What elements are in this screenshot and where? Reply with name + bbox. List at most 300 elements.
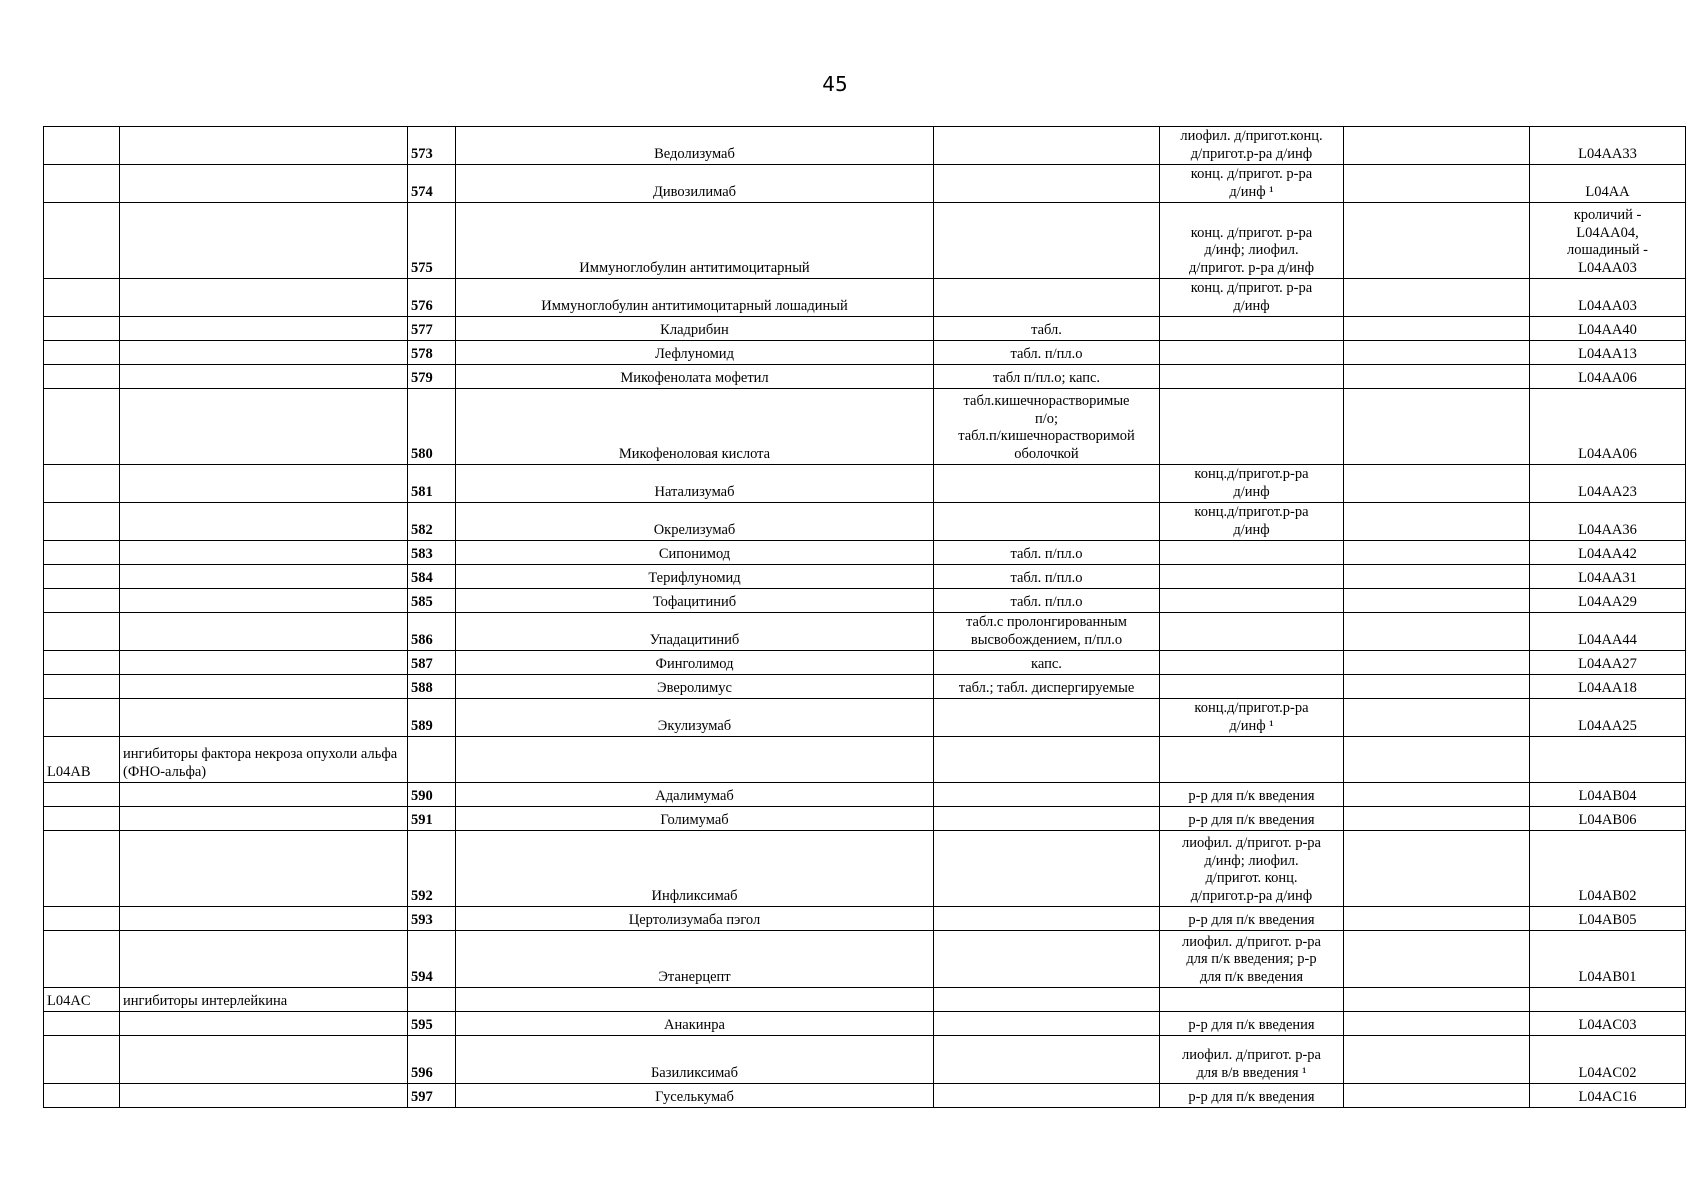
atc-code-cell (44, 127, 120, 165)
injection-form-cell (1160, 541, 1344, 565)
injection-form-cell (1160, 165, 1344, 203)
cell-text: Этанерцепт (658, 968, 731, 985)
cell-line: высвобождением, п/пл.о (970, 631, 1123, 648)
cell-line: р-р для п/к введения (1188, 911, 1315, 928)
oral-form-cell (934, 651, 1160, 675)
atc-code-cell (44, 465, 120, 503)
table-row (44, 389, 1686, 465)
drug-name-cell (456, 317, 934, 341)
other-form-cell (1344, 589, 1530, 613)
atc-code-cell (44, 1036, 120, 1084)
group-name-cell (120, 541, 408, 565)
injection-form-cell (1160, 831, 1344, 907)
other-form-cell (1344, 1084, 1530, 1108)
item-number-cell (408, 651, 456, 675)
atc-full-code-cell (1530, 737, 1686, 783)
drug-name-cell (456, 341, 934, 365)
other-form-cell (1344, 651, 1530, 675)
item-number-cell (408, 675, 456, 699)
cell-line: L04AB02 (1578, 887, 1637, 904)
drug-name-cell (456, 1012, 934, 1036)
cell-text: 591 (411, 811, 433, 828)
table-row (44, 279, 1686, 317)
drug-name-cell (456, 831, 934, 907)
group-name-cell (120, 1036, 408, 1084)
cell-line: кроличий - (1573, 207, 1642, 223)
atc-code-cell (44, 907, 120, 931)
injection-form-cell (1160, 589, 1344, 613)
oral-form-cell (934, 165, 1160, 203)
injection-form-cell (1160, 807, 1344, 831)
injection-form-cell (1160, 783, 1344, 807)
cell-text: L04AB (47, 763, 91, 780)
atc-full-code-cell (1530, 317, 1686, 341)
cell-text: 573 (411, 145, 433, 162)
group-name-cell (120, 807, 408, 831)
group-name-cell (120, 279, 408, 317)
cell-line: д/пригот.р-ра д/инф (1190, 145, 1313, 162)
oral-form-cell (934, 807, 1160, 831)
other-form-cell (1344, 341, 1530, 365)
cell-line: L04AA03 (1578, 259, 1637, 276)
injection-form-cell (1160, 389, 1344, 465)
item-number-cell (408, 503, 456, 541)
group-name-cell (120, 165, 408, 203)
other-form-cell (1344, 565, 1530, 589)
cell-text: 596 (411, 1064, 433, 1081)
atc-full-code-cell (1530, 988, 1686, 1012)
cell-line: L04AA42 (1578, 545, 1637, 562)
other-form-cell (1344, 465, 1530, 503)
item-number-cell (408, 699, 456, 737)
oral-form-cell (934, 988, 1160, 1012)
cell-text: Инфликсимаб (651, 887, 738, 904)
cell-text: 592 (411, 887, 433, 904)
cell-text: Натализумаб (654, 483, 735, 500)
atc-full-code-cell (1530, 1036, 1686, 1084)
table-row (44, 127, 1686, 165)
cell-text: 590 (411, 787, 433, 804)
cell-line: L04AA27 (1578, 655, 1637, 672)
table-row (44, 1036, 1686, 1084)
group-name-cell (120, 675, 408, 699)
injection-form-cell (1160, 907, 1344, 931)
oral-form-cell (934, 465, 1160, 503)
group-name-cell (120, 651, 408, 675)
item-number-cell (408, 831, 456, 907)
injection-form-cell (1160, 203, 1344, 279)
group-name-cell (120, 831, 408, 907)
item-number-cell (408, 317, 456, 341)
cell-line: L04AA25 (1578, 717, 1637, 734)
cell-line: L04AC16 (1578, 1088, 1637, 1105)
atc-code-cell (44, 589, 120, 613)
cell-text: 593 (411, 911, 433, 928)
drug-name-cell (456, 699, 934, 737)
cell-line: L04AA33 (1578, 145, 1637, 162)
cell-line: р-р для п/к введения (1188, 787, 1315, 804)
oral-form-cell (934, 783, 1160, 807)
cell-text: L04AC (47, 992, 91, 1009)
atc-full-code-cell (1530, 907, 1686, 931)
item-number-cell (408, 465, 456, 503)
table-row (44, 737, 1686, 783)
cell-line: п/о; (1034, 410, 1059, 427)
cell-text: 586 (411, 631, 433, 648)
group-name-cell (120, 699, 408, 737)
atc-code-cell (44, 389, 120, 465)
drug-name-cell (456, 783, 934, 807)
other-form-cell (1344, 737, 1530, 783)
drug-name-cell (456, 807, 934, 831)
table-row (44, 831, 1686, 907)
group-name-cell (120, 931, 408, 988)
cell-text: 587 (411, 655, 433, 672)
cell-text: Микофеноловая кислота (618, 445, 771, 462)
group-name-cell (120, 988, 408, 1012)
table-row (44, 341, 1686, 365)
other-form-cell (1344, 675, 1530, 699)
atc-code-cell (44, 203, 120, 279)
atc-full-code-cell (1530, 589, 1686, 613)
drug-name-cell (456, 589, 934, 613)
injection-form-cell (1160, 651, 1344, 675)
cell-text: Дивозилимаб (652, 183, 737, 200)
cell-line: L04AA13 (1578, 345, 1637, 362)
atc-code-cell (44, 675, 120, 699)
injection-form-cell (1160, 613, 1344, 651)
cell-line: L04AC03 (1578, 1016, 1637, 1033)
group-name-cell (120, 783, 408, 807)
oral-form-cell (934, 365, 1160, 389)
table-row (44, 699, 1686, 737)
cell-line: L04AA23 (1578, 483, 1637, 500)
atc-code-cell (44, 165, 120, 203)
injection-form-cell (1160, 1012, 1344, 1036)
drug-name-cell (456, 565, 934, 589)
drug-name-cell (456, 613, 934, 651)
cell-line: д/пригот. р-ра д/инф (1188, 259, 1315, 276)
item-number-cell (408, 365, 456, 389)
oral-form-cell (934, 541, 1160, 565)
cell-text: 575 (411, 259, 433, 276)
other-form-cell (1344, 1012, 1530, 1036)
atc-code-cell (44, 541, 120, 565)
atc-full-code-cell (1530, 807, 1686, 831)
oral-form-cell (934, 503, 1160, 541)
cell-line: д/инф; лиофил. (1204, 852, 1299, 869)
cell-text: Эверолимус (657, 679, 732, 696)
cell-text: 584 (411, 569, 433, 586)
item-number-cell (408, 907, 456, 931)
item-number-cell (408, 165, 456, 203)
table-row (44, 465, 1686, 503)
cell-line: табл.; табл. диспергируемые (958, 679, 1135, 696)
cell-line: табл. п/пл.о (1010, 569, 1083, 586)
atc-full-code-cell (1530, 699, 1686, 737)
table-row (44, 651, 1686, 675)
cell-line: конц. д/пригот. р-ра (1190, 280, 1313, 296)
drug-name-cell (456, 541, 934, 565)
cell-line: капс. (1031, 655, 1062, 672)
cell-line: р-р для п/к введения (1188, 811, 1315, 828)
other-form-cell (1344, 165, 1530, 203)
cell-line: L04AB06 (1578, 811, 1637, 828)
group-name-cell (120, 565, 408, 589)
cell-line: табл.п/кишечнорастворимой (958, 428, 1135, 444)
table-row (44, 1012, 1686, 1036)
atc-full-code-cell (1530, 931, 1686, 988)
drug-name-cell (456, 503, 934, 541)
injection-form-cell (1160, 565, 1344, 589)
cell-line: табл.кишечнорастворимые (963, 393, 1130, 409)
cell-line: L04AA03 (1578, 297, 1637, 314)
item-number-cell (408, 783, 456, 807)
cell-text: Тофацитиниб (652, 593, 737, 610)
item-number-cell (408, 988, 456, 1012)
cell-text: Цертолизумаба пэгол (628, 911, 761, 928)
other-form-cell (1344, 203, 1530, 279)
cell-text: 581 (411, 483, 433, 500)
cell-text: Экулизумаб (657, 717, 732, 734)
cell-line: д/пригот.р-ра д/инф (1190, 887, 1313, 904)
cell-line: конц. д/пригот. р-ра (1190, 224, 1313, 241)
cell-text: Анакинра (664, 1016, 725, 1033)
atc-code-cell (44, 365, 120, 389)
cell-text: 576 (411, 297, 433, 314)
group-name-cell (120, 1012, 408, 1036)
cell-line: L04AA06 (1578, 369, 1637, 386)
injection-form-cell (1160, 279, 1344, 317)
cell-text: Микофенолата мофетил (620, 369, 769, 386)
atc-code-cell (44, 565, 120, 589)
atc-code-cell (44, 1012, 120, 1036)
cell-line: L04AA (1585, 183, 1630, 200)
cell-line: L04AA18 (1578, 679, 1637, 696)
cell-line: д/инф (1233, 521, 1270, 538)
table-row (44, 907, 1686, 931)
cell-line: табл. п/пл.о (1010, 593, 1083, 610)
group-name-cell (120, 613, 408, 651)
group-name-cell (120, 365, 408, 389)
other-form-cell (1344, 613, 1530, 651)
cell-text: 578 (411, 345, 433, 362)
group-name-cell (120, 341, 408, 365)
drug-name-cell (456, 465, 934, 503)
cell-line: д/инф; лиофил. (1204, 242, 1299, 258)
cell-line: L04AA04, (1576, 224, 1639, 241)
oral-form-cell (934, 699, 1160, 737)
cell-line: для в/в введения ¹ (1196, 1064, 1307, 1081)
cell-line: лошадиный - (1567, 242, 1648, 258)
cell-line: табл. (1031, 321, 1062, 338)
table-row (44, 931, 1686, 988)
group-name-cell (120, 1084, 408, 1108)
injection-form-cell (1160, 503, 1344, 541)
oral-form-cell (934, 931, 1160, 988)
other-form-cell (1344, 907, 1530, 931)
table-row (44, 365, 1686, 389)
item-number-cell (408, 613, 456, 651)
oral-form-cell (934, 279, 1160, 317)
cell-line: лиофил. д/пригот. р-ра (1182, 933, 1321, 950)
atc-full-code-cell (1530, 465, 1686, 503)
atc-full-code-cell (1530, 651, 1686, 675)
atc-full-code-cell (1530, 279, 1686, 317)
cell-line: д/пригот. конц. (1205, 870, 1298, 886)
item-number-cell (408, 737, 456, 783)
oral-form-cell (934, 1012, 1160, 1036)
cell-line: табл п/пл.о; капс. (992, 369, 1101, 386)
cell-line: L04AC02 (1578, 1064, 1637, 1081)
atc-full-code-cell (1530, 503, 1686, 541)
cell-text: 594 (411, 968, 433, 985)
drug-name-cell (456, 279, 934, 317)
injection-form-cell (1160, 465, 1344, 503)
page-number: 45 (822, 72, 848, 96)
cell-text: 579 (411, 369, 433, 386)
table-row (44, 165, 1686, 203)
table-row (44, 203, 1686, 279)
cell-line: табл.с пролонгированным (966, 614, 1127, 630)
atc-code-cell (44, 317, 120, 341)
cell-text: 597 (411, 1088, 433, 1105)
group-name-cell (120, 203, 408, 279)
injection-form-cell (1160, 127, 1344, 165)
table-row (44, 317, 1686, 341)
cell-line: конц. д/пригот. р-ра (1190, 166, 1313, 182)
cell-line: L04AB04 (1578, 787, 1637, 804)
cell-line: д/инф (1233, 483, 1270, 500)
item-number-cell (408, 341, 456, 365)
cell-text: Финголимод (655, 655, 734, 672)
drug-name-cell (456, 389, 934, 465)
cell-line: лиофил. д/пригот.конц. (1180, 128, 1323, 144)
cell-text: Окрелизумаб (653, 521, 736, 538)
group-name-cell (120, 317, 408, 341)
injection-form-cell (1160, 1084, 1344, 1108)
injection-form-cell (1160, 365, 1344, 389)
other-form-cell (1344, 988, 1530, 1012)
oral-form-cell (934, 589, 1160, 613)
cell-line: для п/к введения (1199, 968, 1304, 985)
drug-name-cell (456, 203, 934, 279)
oral-form-cell (934, 127, 1160, 165)
other-form-cell (1344, 503, 1530, 541)
oral-form-cell (934, 203, 1160, 279)
injection-form-cell (1160, 931, 1344, 988)
cell-line: конц.д/пригот.р-ра (1194, 504, 1309, 520)
oral-form-cell (934, 831, 1160, 907)
other-form-cell (1344, 317, 1530, 341)
atc-code-cell (44, 1084, 120, 1108)
drug-name-cell (456, 651, 934, 675)
group-name-cell (120, 737, 408, 783)
oral-form-cell (934, 389, 1160, 465)
drug-name-cell (456, 675, 934, 699)
cell-line: L04AA29 (1578, 593, 1637, 610)
drug-name-cell (456, 931, 934, 988)
cell-text: Гуселькумаб (655, 1088, 734, 1105)
oral-form-cell (934, 1036, 1160, 1084)
table-row (44, 807, 1686, 831)
group-name-cell (120, 389, 408, 465)
atc-full-code-cell (1530, 127, 1686, 165)
atc-code-cell (44, 651, 120, 675)
injection-form-cell (1160, 988, 1344, 1012)
other-form-cell (1344, 831, 1530, 907)
cell-text: 589 (411, 717, 433, 734)
other-form-cell (1344, 699, 1530, 737)
cell-line: д/инф ¹ (1229, 717, 1274, 734)
cell-line: конц.д/пригот.р-ра (1194, 466, 1309, 482)
drug-name-cell (456, 737, 934, 783)
oral-form-cell (934, 565, 1160, 589)
atc-code-cell (44, 931, 120, 988)
item-number-cell (408, 203, 456, 279)
cell-text: 583 (411, 545, 433, 562)
cell-line: лиофил. д/пригот. р-ра (1182, 1047, 1321, 1063)
oral-form-cell (934, 317, 1160, 341)
atc-full-code-cell (1530, 1084, 1686, 1108)
cell-line: L04AA36 (1578, 521, 1637, 538)
group-name-cell (120, 589, 408, 613)
cell-line: L04AB05 (1578, 911, 1637, 928)
cell-line: L04AB01 (1578, 968, 1637, 985)
cell-line: L04AA40 (1578, 321, 1637, 338)
atc-full-code-cell (1530, 831, 1686, 907)
oral-form-cell (934, 907, 1160, 931)
cell-line: д/инф ¹ (1229, 183, 1274, 200)
atc-full-code-cell (1530, 341, 1686, 365)
cell-text: Сипонимод (658, 545, 731, 562)
drug-name-cell (456, 1084, 934, 1108)
other-form-cell (1344, 783, 1530, 807)
oral-form-cell (934, 1084, 1160, 1108)
atc-code-cell (44, 699, 120, 737)
group-name-cell (120, 127, 408, 165)
atc-full-code-cell (1530, 783, 1686, 807)
atc-code-cell (44, 783, 120, 807)
atc-code-cell (44, 341, 120, 365)
cell-line: для п/к введения; р-р (1186, 951, 1317, 967)
atc-full-code-cell (1530, 165, 1686, 203)
item-number-cell (408, 279, 456, 317)
cell-text: 588 (411, 679, 433, 696)
cell-text: Голимумаб (660, 811, 729, 828)
atc-full-code-cell (1530, 365, 1686, 389)
cell-line: оболочкой (1014, 445, 1079, 462)
atc-code-cell (44, 831, 120, 907)
cell-line: лиофил. д/пригот. р-ра (1182, 835, 1321, 851)
atc-code-cell (44, 807, 120, 831)
table-body (44, 127, 1686, 1108)
other-form-cell (1344, 1036, 1530, 1084)
item-number-cell (408, 931, 456, 988)
drug-list-table (43, 126, 1686, 1108)
cell-text: Лефлуномид (655, 345, 734, 362)
item-number-cell (408, 1012, 456, 1036)
other-form-cell (1344, 365, 1530, 389)
cell-text: Иммуноглобулин антитимоцитарный (579, 259, 810, 276)
table-row (44, 675, 1686, 699)
oral-form-cell (934, 341, 1160, 365)
cell-line: табл. п/пл.о (1010, 545, 1083, 562)
injection-form-cell (1160, 317, 1344, 341)
atc-full-code-cell (1530, 389, 1686, 465)
other-form-cell (1344, 541, 1530, 565)
cell-text: Адалимумаб (655, 787, 734, 804)
